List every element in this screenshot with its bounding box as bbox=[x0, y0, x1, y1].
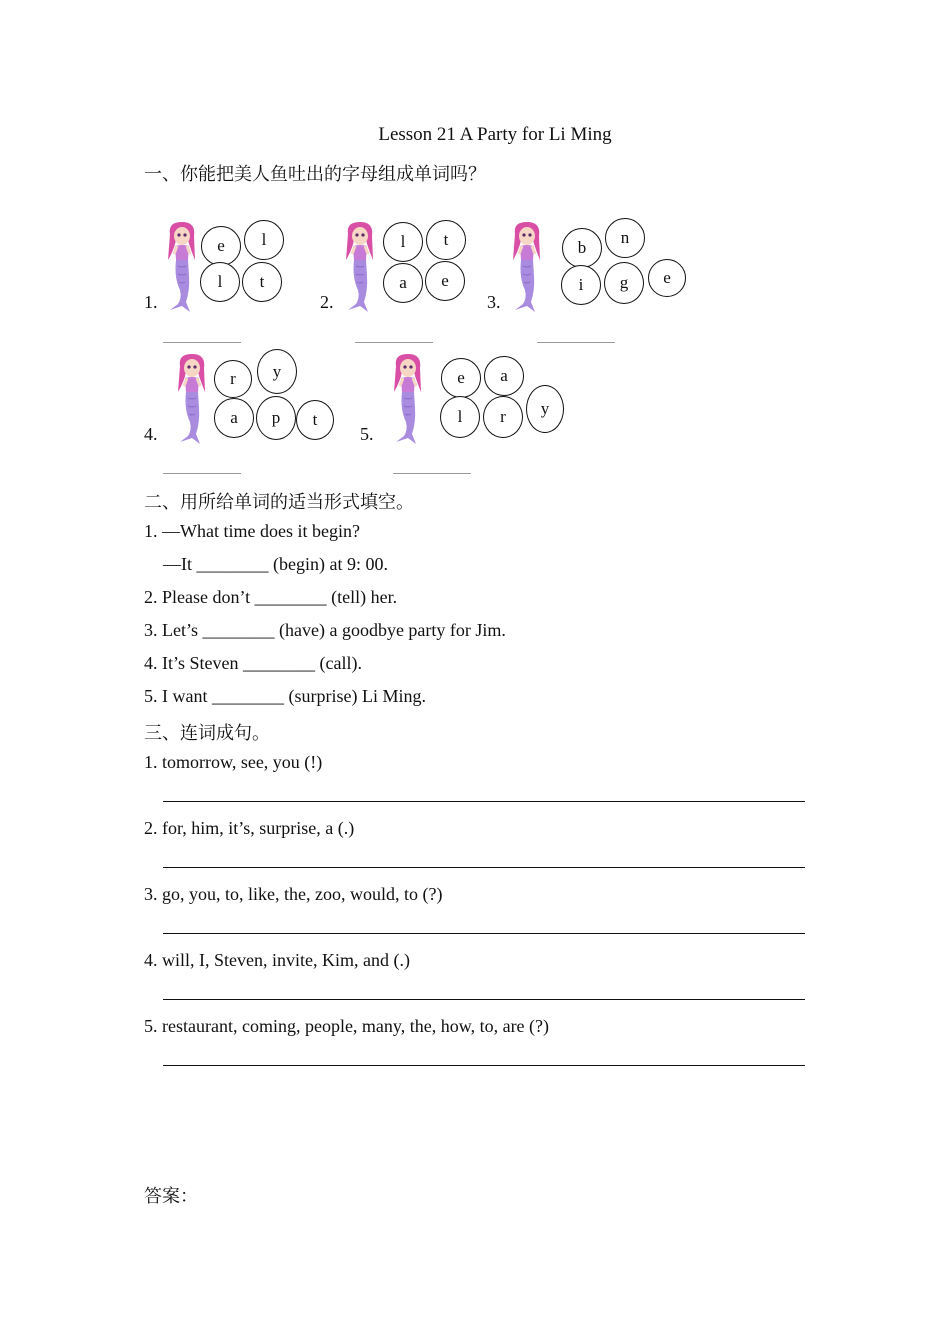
mermaid-icon bbox=[388, 352, 428, 444]
section2-heading: 二、用所给单词的适当形式填空。 bbox=[144, 492, 414, 512]
answer-blank[interactable] bbox=[355, 342, 433, 343]
section1-heading: 一、你能把美人鱼吐出的字母组成单词吗？ bbox=[144, 164, 486, 184]
letter-bubble: a bbox=[484, 356, 524, 396]
answer-blank[interactable] bbox=[163, 342, 241, 343]
letter-bubble: e bbox=[425, 261, 465, 301]
item-number: 5. bbox=[360, 424, 374, 444]
letter-bubble: p bbox=[256, 396, 296, 440]
sentence-prompt: 1. tomorrow, see, you (!) bbox=[144, 752, 323, 772]
fill-blank-line: 5. I want ________ (surprise) Li Ming. bbox=[144, 686, 426, 706]
letter-bubble: l bbox=[440, 396, 480, 438]
answer-label: 答案： bbox=[144, 1186, 198, 1206]
mermaid-icon bbox=[340, 220, 380, 312]
mermaid-icon bbox=[172, 352, 212, 444]
fill-blank-line: 2. Please don’t ________ (tell) her. bbox=[144, 587, 398, 607]
letter-bubble: l bbox=[244, 220, 284, 260]
letter-bubble: r bbox=[214, 360, 252, 398]
letter-bubble: t bbox=[296, 400, 334, 440]
answer-blank[interactable] bbox=[537, 342, 615, 343]
answer-line[interactable] bbox=[163, 1065, 805, 1066]
letter-bubble: e bbox=[648, 259, 686, 297]
answer-line[interactable] bbox=[163, 933, 805, 934]
answer-line[interactable] bbox=[163, 801, 805, 802]
letter-bubble: n bbox=[605, 218, 645, 258]
item-number: 4. bbox=[144, 424, 158, 444]
item-number: 3. bbox=[487, 292, 501, 312]
letter-bubble: i bbox=[561, 265, 601, 305]
page-title: Lesson 21 A Party for Li Ming bbox=[378, 124, 612, 145]
letter-bubble: y bbox=[257, 349, 297, 394]
sentence-prompt: 3. go, you, to, like, the, zoo, would, to (?) bbox=[144, 884, 443, 904]
fill-blank-line: —It ________ (begin) at 9: 00. bbox=[163, 554, 388, 574]
answer-line[interactable] bbox=[163, 999, 805, 1000]
letter-bubble: t bbox=[242, 262, 282, 302]
sentence-prompt: 4. will, I, Steven, invite, Kim, and (.) bbox=[144, 950, 410, 970]
letter-bubble: r bbox=[483, 396, 523, 438]
letter-bubble: l bbox=[200, 262, 240, 302]
sentence-prompt: 2. for, him, it’s, surprise, a (.) bbox=[144, 818, 355, 838]
letter-bubble: a bbox=[383, 263, 423, 303]
section3-heading: 三、连词成句。 bbox=[144, 723, 270, 743]
item-number: 2. bbox=[320, 292, 334, 312]
letter-bubble: e bbox=[441, 358, 481, 398]
fill-blank-line: 4. It’s Steven ________ (call). bbox=[144, 653, 362, 673]
fill-blank-line: 1. —What time does it begin? bbox=[144, 521, 360, 541]
letter-bubble: e bbox=[201, 226, 241, 266]
sentence-prompt: 5. restaurant, coming, people, many, the, how, to, are (?) bbox=[144, 1016, 550, 1036]
letter-bubble: t bbox=[426, 220, 466, 260]
letter-bubble: g bbox=[604, 262, 644, 304]
letter-bubble: l bbox=[383, 222, 423, 262]
answer-blank[interactable] bbox=[163, 473, 241, 474]
answer-line[interactable] bbox=[163, 867, 805, 868]
fill-blank-line: 3. Let’s ________ (have) a goodbye party for Jim. bbox=[144, 620, 506, 640]
mermaid-icon bbox=[507, 220, 547, 312]
item-number: 1. bbox=[144, 292, 158, 312]
letter-bubble: y bbox=[526, 385, 564, 433]
mermaid-icon bbox=[162, 220, 202, 312]
letter-bubble: a bbox=[214, 398, 254, 438]
answer-blank[interactable] bbox=[393, 473, 471, 474]
letter-bubble: b bbox=[562, 228, 602, 268]
